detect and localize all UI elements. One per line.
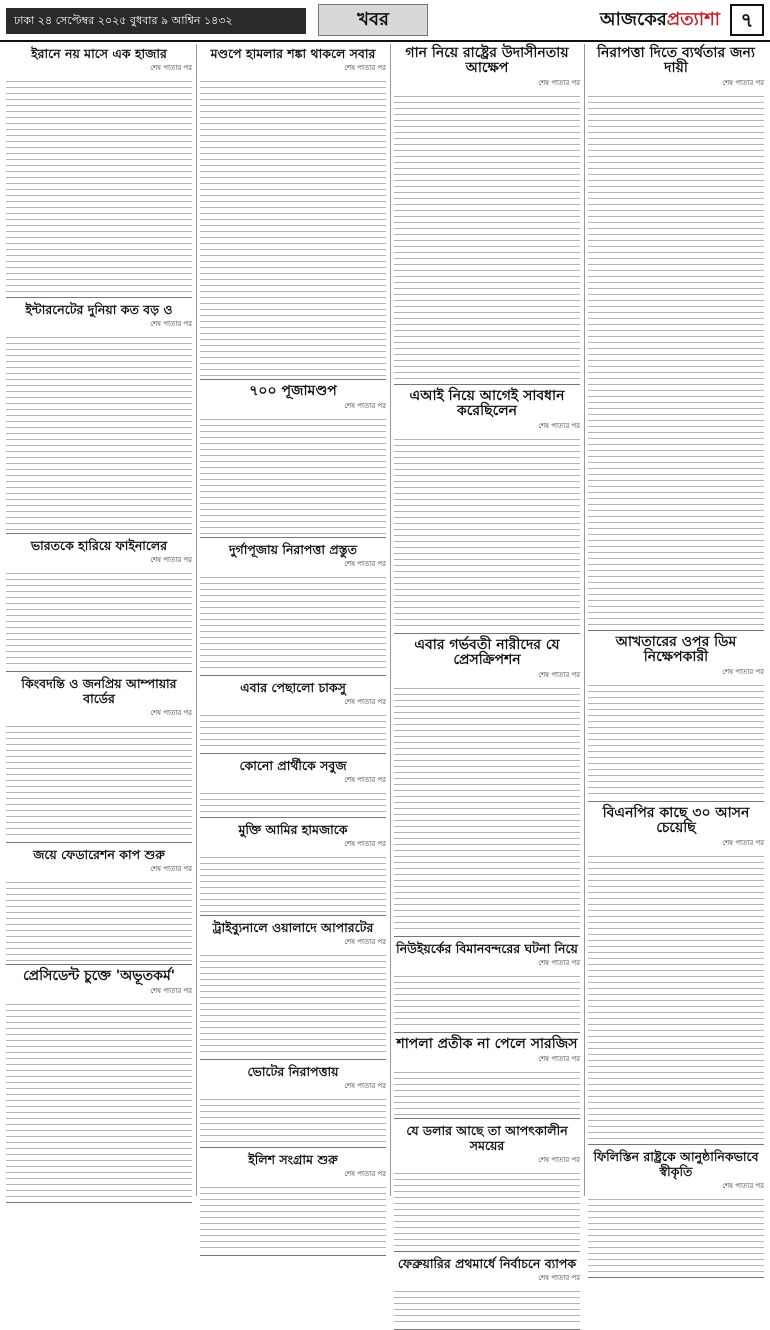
body-text-block [588,1194,764,1274]
continued-label: শেষ পাতার পর [538,422,580,430]
body-text-block [394,1168,580,1248]
story-headline: এআই নিয়ে আগেই সাবধান করেছিলেন [409,388,565,419]
continued-label: শেষ পাতার পর [344,402,386,410]
news-story [200,920,386,1060]
continued-label: শেষ পাতার পর [150,709,192,717]
story-headline: আখতারের ওপর ডিম নিক্ষেপকারী [615,634,737,665]
continued-label: শেষ পাতার পর [150,556,192,564]
column-3 [394,44,580,1282]
news-story [588,806,764,1145]
body-text-block [394,434,580,630]
body-text-block [200,788,386,814]
news-story [394,1256,580,1330]
story-headline: ভারতকে হারিয়ে ফাইনালের [30,538,168,553]
continued-label: শেষ পাতার পর [722,1182,764,1190]
body-text-block [200,1094,386,1144]
story-headline: নিরাপত্তা দিতে ব্যর্থতার জন্য দায়ী [597,45,755,76]
body-text-block [200,950,386,1056]
column-divider [584,44,585,1196]
story-headline: এবার গর্ভবতী নারীদের যে প্রেসক্রিপশন [414,637,560,668]
column-4 [588,44,764,1196]
story-headline: দুর্গাপূজায় নিরাপত্তা প্রস্তুত [228,542,358,557]
news-story [200,46,386,380]
news-story [6,847,192,965]
body-text-block [394,683,580,933]
body-text-block [588,680,764,798]
logo-accent: প্রত্যাশা [666,9,720,30]
body-text-block [200,710,386,750]
continued-label: শেষ পাতার পর [150,987,192,995]
newspaper-logo [520,6,720,34]
news-story [200,542,386,676]
story-headline: ফিলিস্তিন রাষ্ট্রকে আনুষ্ঠানিকভাবে স্বীকৃতি [593,1149,759,1179]
story-headline: মুক্তি আমির হামজাকে [238,822,348,837]
body-text-block [6,332,192,530]
news-story [6,969,192,1203]
continued-label: শেষ পাতার পর [722,839,764,847]
news-story [6,46,192,298]
story-headline: নিউইয়র্কের বিমানবন্দরের ঘটনা নিয়ে [396,941,578,956]
continued-label: শেষ পাতার পর [344,560,386,568]
masthead [0,0,770,42]
news-story [394,46,580,385]
continued-label: শেষ পাতার পর [722,79,764,87]
body-text-block [200,1182,386,1252]
continued-label: শেষ পাতার পর [538,959,580,967]
body-text-block [394,1286,580,1326]
body-text-block [6,568,192,668]
continued-label: শেষ পাতার পর [344,840,386,848]
news-story [394,389,580,634]
body-text-block [6,877,192,961]
news-story [394,1123,580,1252]
story-headline: জয়ে ফেডারেশন কাপ শুরু [33,847,165,862]
news-story [200,1064,386,1148]
body-text-block [394,91,580,381]
continued-label: শেষ পাতার পর [344,1170,386,1178]
story-headline: শাপলা প্রতীক না পেলে সারজিস [396,1036,578,1052]
body-text-block [200,852,386,912]
story-headline: কিংবদন্তি ও জনপ্রিয় আম্পায়ার বার্ডের [21,676,177,706]
news-story [200,1152,386,1256]
news-story [200,384,386,538]
story-headline: কোনো প্রার্থীকে সবুজ [239,758,347,773]
news-story [200,680,386,754]
story-headline: এবার পেছালো চাকসু [240,680,346,695]
news-story [588,635,764,802]
story-headline: গান নিয়ে রাষ্ট্রের উদাসীনতায় আক্ষেপ [405,45,569,76]
story-headline: ইন্টারনেটের দুনিয়া কত বড় ও [25,302,173,317]
column-divider [390,44,391,1196]
continued-label: শেষ পাতার পর [150,320,192,328]
body-text-block [394,971,580,1029]
date-line: ঢাকা ২৪ সেপ্টেম্বর ২০২৫ বুধবার ৯ আশ্বিন ১৪৩২ [6,8,306,34]
continued-label: শেষ পাতার পর [150,865,192,873]
story-headline: ট্রাইব্যুনালে ওয়ালাদে আপারটের [212,920,374,935]
section-name: খবর [318,4,428,36]
news-story [394,638,580,937]
news-story [6,676,192,843]
continued-label: শেষ পাতার পর [538,1055,580,1063]
news-story [6,302,192,534]
continued-label: শেষ পাতার পর [344,64,386,72]
story-headline: ভোটের নিরাপত্তায় [247,1064,339,1079]
body-text-block [588,91,764,627]
news-story [588,46,764,631]
body-text-block [6,999,192,1199]
continued-label: শেষ পাতার পর [538,1274,580,1282]
story-headline: ইরানে নয় মাসে এক হাজার [31,46,167,61]
news-story [394,1037,580,1119]
news-story [588,1149,764,1278]
news-story [200,758,386,818]
continued-label: শেষ পাতার পর [538,1156,580,1164]
body-text-block [200,572,386,672]
column-1 [6,44,192,1196]
page-number: ৭ [730,4,764,36]
story-headline: ফেব্রুয়ারির প্রথমার্ধে নির্বাচনে ব্যাপক [397,1256,577,1271]
continued-label: শেষ পাতার পর [150,64,192,72]
story-headline: ৭০০ পূজামণ্ডপ [249,383,337,399]
continued-label: শেষ পাতার পর [722,668,764,676]
column-2 [200,44,386,1196]
story-headline: প্রেসিডেন্ট চুক্তে 'অভূতকর্ম' [22,968,176,984]
body-text-block [200,414,386,534]
body-text-block [588,851,764,1141]
story-headline: মণ্ডপে হামলার শঙ্কা থাকলে সবার [210,46,376,61]
column-divider [196,44,197,1196]
continued-label: শেষ পাতার পর [344,1082,386,1090]
news-story [394,941,580,1033]
body-text-block [6,76,192,294]
story-headline: বিএনপির কাছে ৩০ আসন চেয়েছি [602,805,750,836]
news-story [200,822,386,916]
continued-label: শেষ পাতার পর [344,938,386,946]
continued-label: শেষ পাতার পর [344,776,386,784]
body-text-block [6,721,192,839]
story-headline: যে ডলার আছে তা আপৎকালীন সময়ের [406,1123,568,1153]
continued-label: শেষ পাতার পর [344,698,386,706]
continued-label: শেষ পাতার পর [538,671,580,679]
logo-main: আজকের [599,9,667,30]
body-text-block [394,1067,580,1115]
continued-label: শেষ পাতার পর [538,79,580,87]
news-story [6,538,192,672]
body-text-block [200,76,386,376]
story-headline: ইলিশ সংগ্রাম শুরু [248,1152,338,1167]
